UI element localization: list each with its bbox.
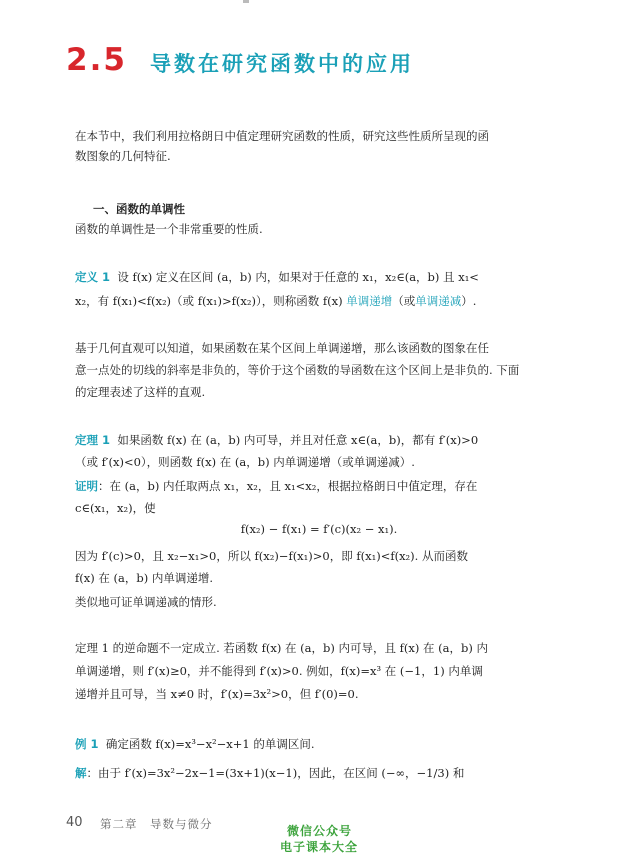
converse-paragraph-2: 单调递增，则 f′(x)≥0，并不能得到 f′(x)>0. 例如，f(x)=x³ 在 (−1，1) 内单调 bbox=[75, 664, 483, 678]
converse-paragraph-3: 递增并且可导，当 x≠0 时，f′(x)=3x²>0，但 f′(0)=0. bbox=[75, 687, 359, 701]
intro-paragraph-2: 数图象的几何特征. bbox=[75, 149, 171, 163]
subsection-intro: 函数的单调性是一个非常重要的性质. bbox=[75, 222, 263, 236]
theorem-line-2: （或 f′(x)<0），则函数 f(x) 在 (a，b) 内单调递增（或单调递减）. bbox=[75, 455, 415, 469]
section-title: 导数在研究函数中的应用 bbox=[150, 52, 414, 76]
geometry-paragraph-1: 基于几何直观可以知道，如果函数在某个区间上单调递增，那么该函数的图象在任 bbox=[75, 341, 489, 355]
proof-line-1: 证明：在 (a，b) 内任取两点 x₁，x₂，且 x₁<x₂，根据拉格朗日中值定理，存在 bbox=[75, 479, 478, 493]
definition-line-2: x₂，有 f(x₁)<f(x₂)（或 f(x₁)>f(x₂)），则称函数 f(x) 单调递增（或单调递减）. bbox=[75, 294, 477, 308]
solution-label: 解 bbox=[75, 766, 87, 780]
proof-formula: f(x₂) − f(x₁) = f′(c)(x₂ − x₁). bbox=[240, 522, 398, 536]
example-label: 例 1 bbox=[75, 737, 99, 751]
watermark-line-1: 微信公众号 bbox=[287, 824, 353, 838]
solution-line: 解：由于 f′(x)=3x²−2x−1=(3x+1)(x−1)，因此，在区间 (−∞，−1/3) 和 bbox=[75, 766, 465, 780]
geometry-paragraph-2: 意一点处的切线的斜率是非负的，等价于这个函数的导函数在这个区间上是非负的. 下面 bbox=[75, 363, 520, 377]
proof-label: 证明 bbox=[75, 479, 98, 493]
term-increasing: 单调递增 bbox=[346, 294, 393, 308]
converse-paragraph-1: 定理 1 的逆命题不一定成立. 若函数 f(x) 在 (a，b) 内可导，且 f(x) 在 (a，b) 内 bbox=[75, 641, 488, 655]
proof-line-5: 类似地可证单调递减的情形. bbox=[75, 595, 217, 609]
example-line: 例 1 确定函数 f(x)=x³−x²−x+1 的单调区间. bbox=[75, 737, 315, 751]
watermark-line-2: 电子课本大全 bbox=[280, 840, 359, 854]
intro-paragraph: 在本节中，我们利用拉格朗日中值定理研究函数的性质，研究这些性质所呈现的函 bbox=[75, 129, 489, 143]
theorem-label: 定理 1 bbox=[75, 433, 111, 447]
subsection-heading: 一、函数的单调性 bbox=[93, 202, 185, 216]
chapter-label: 第二章 导数与微分 bbox=[100, 817, 213, 831]
definition-line-1: 定义 1 设 f(x) 定义在区间 (a，b) 内，如果对于任意的 x₁，x₂∈(a，b) 且 x₁< bbox=[75, 270, 479, 284]
definition-label: 定义 1 bbox=[75, 270, 111, 284]
proof-line-2: c∈(x₁，x₂)，使 bbox=[75, 501, 156, 515]
geometry-paragraph-3: 的定理表述了这样的直观. bbox=[75, 385, 206, 399]
top-mark bbox=[243, 0, 249, 3]
proof-line-4: f(x) 在 (a，b) 内单调递增. bbox=[75, 571, 214, 585]
page-number: 40 bbox=[66, 815, 83, 830]
theorem-line-1: 定理 1 如果函数 f(x) 在 (a，b) 内可导，并且对任意 x∈(a，b)，都有 f′(x)>0 bbox=[75, 433, 479, 447]
section-number: 2.5 bbox=[66, 42, 127, 78]
term-decreasing: 单调递减 bbox=[415, 294, 462, 308]
proof-line-3: 因为 f′(c)>0，且 x₂−x₁>0，所以 f(x₂)−f(x₁)>0，即 f(x₁)<f(x₂). 从而函数 bbox=[75, 549, 468, 563]
